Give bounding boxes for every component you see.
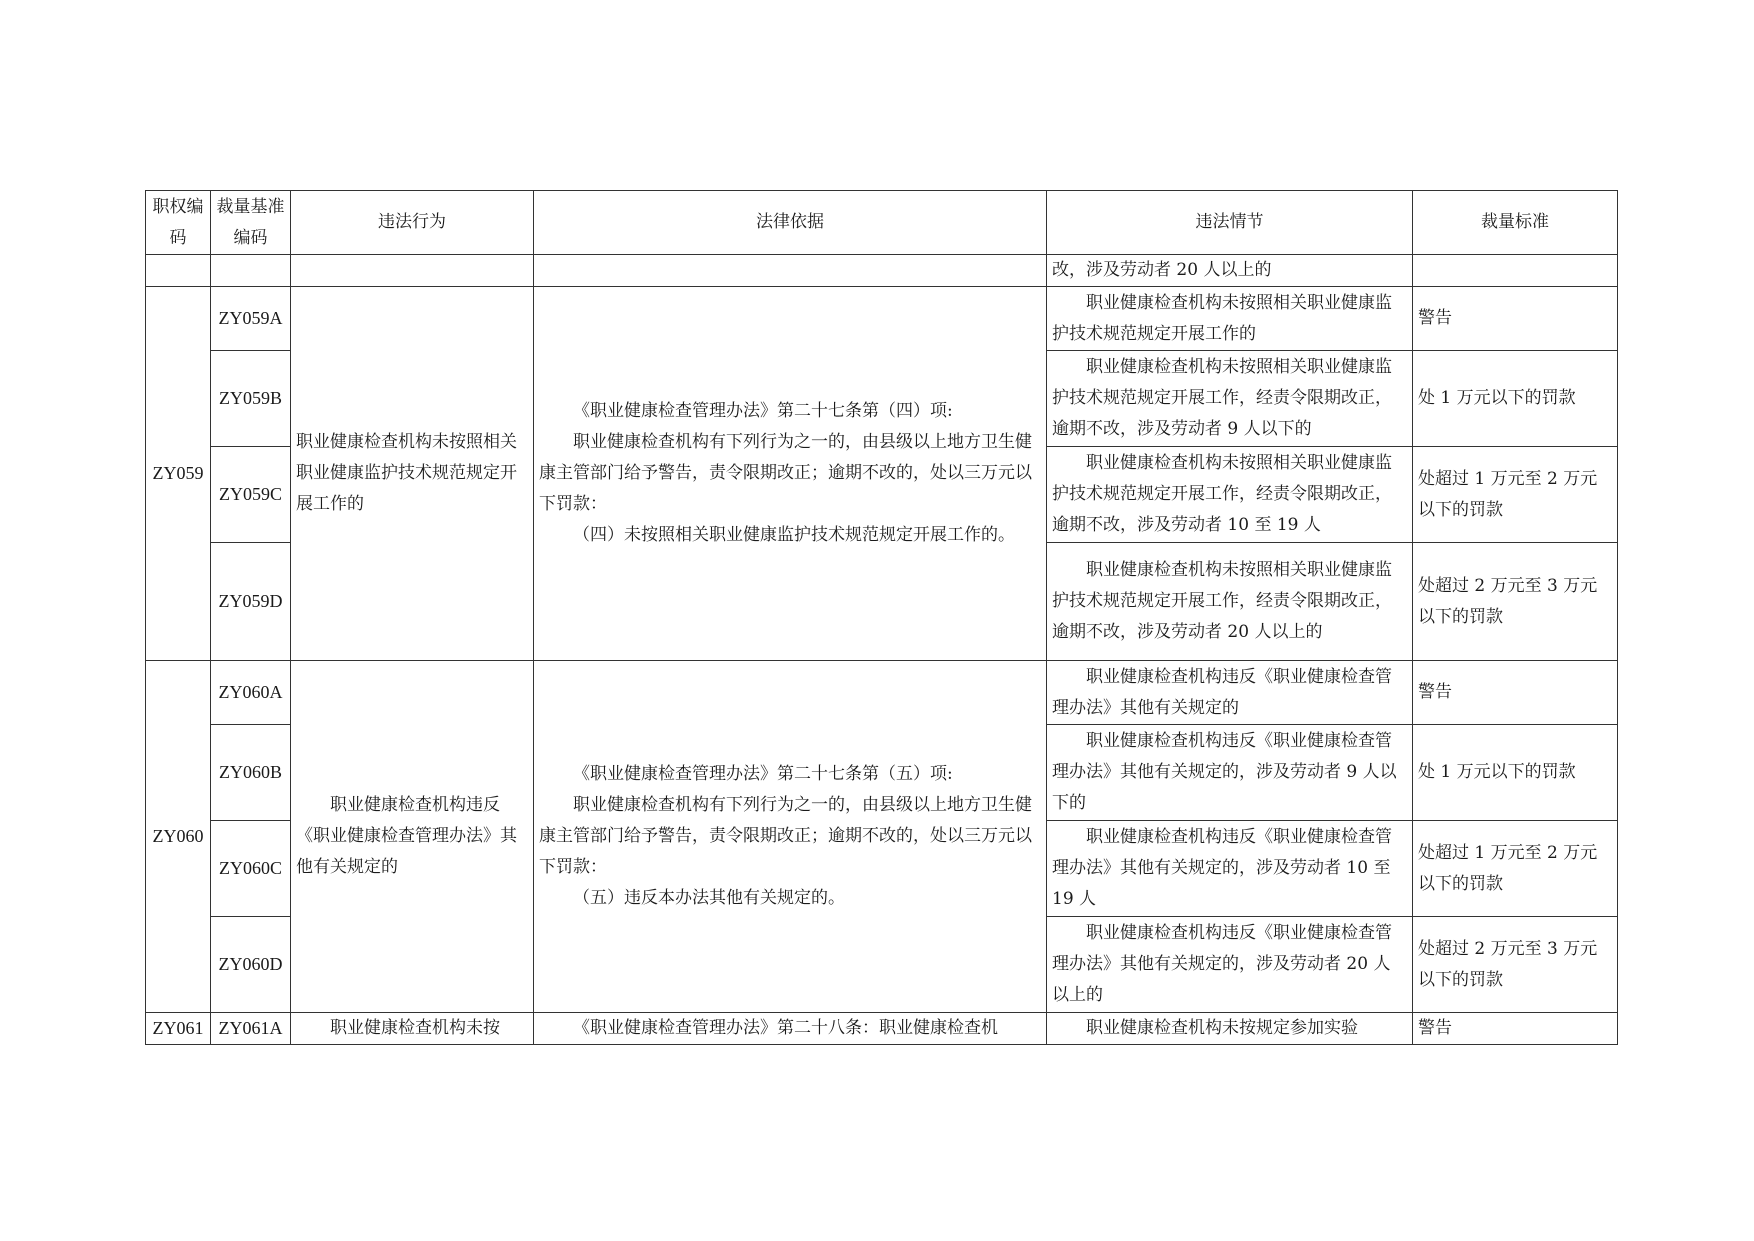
header-circumstances: 违法情节 [1047,191,1413,255]
benchmark-code-cell: ZY060B [211,725,291,821]
authority-code-cell: ZY061 [146,1013,211,1045]
circumstances-cell: 改，涉及劳动者 20 人以上的 [1047,255,1413,287]
benchmark-code-cell: ZY061A [211,1013,291,1045]
circumstances-cell: 职业健康检查机构违反《职业健康检查管理办法》其他有关规定的，涉及劳动者 10 至 19 人 [1047,821,1413,917]
legal-basis-item: （四）未按照相关职业健康监护技术规范规定开展工作的。 [573,525,1015,545]
benchmark-code-cell: ZY059A [211,287,291,351]
table-row [146,1013,1618,1045]
benchmark-code-cell: ZY060D [211,917,291,1013]
standard-cell: 处超过 1 万元至 2 万元以下的罚款 [1413,447,1618,543]
header-legal-basis: 法律依据 [534,191,1047,255]
circumstances-cell: 职业健康检查机构未按照相关职业健康监护技术规范规定开展工作，经责令限期改正，逾期不改，涉及劳动者 20 人以上的 [1047,543,1413,661]
header-benchmark-code: 裁量基准编码 [211,191,291,255]
violation-cell: 职业健康检查机构未按 [291,1013,534,1045]
legal-basis-cell: 《职业健康检查管理办法》第二十八条：职业健康检查机 [534,1013,1047,1045]
legal-basis-text: 职业健康检查机构有下列行为之一的，由县级以上地方卫生健康主管部门给予警告，责令限期改正；逾期不改的，处以三万元以下罚款： [539,432,1032,514]
standard-cell: 处 1 万元以下的罚款 [1413,351,1618,447]
circumstances-cell: 职业健康检查机构违反《职业健康检查管理办法》其他有关规定的 [1047,661,1413,725]
table-row [146,287,1618,351]
standard-cell: 处超过 1 万元至 2 万元以下的罚款 [1413,821,1618,917]
benchmark-code-cell: ZY060A [211,661,291,725]
circumstances-cell: 职业健康检查机构未按照相关职业健康监护技术规范规定开展工作的 [1047,287,1413,351]
benchmark-code-cell: ZY059B [211,351,291,447]
violation-cell: 职业健康检查机构未按照相关职业健康监护技术规范规定开展工作的 [291,287,534,661]
legal-basis-article: 《职业健康检查管理办法》第二十七条第（四）项: [573,401,953,421]
circumstances-cell: 职业健康检查机构未按照相关职业健康监护技术规范规定开展工作，经责令限期改正，逾期不改，涉及劳动者 9 人以下的 [1047,351,1413,447]
legal-basis-cell [534,287,1047,661]
authority-code-cell: ZY060 [146,661,211,1013]
circumstances-cell: 职业健康检查机构未按规定参加实验 [1047,1013,1413,1045]
header-violation: 违法行为 [291,191,534,255]
standard-cell: 处 1 万元以下的罚款 [1413,725,1618,821]
benchmark-code-cell: ZY060C [211,821,291,917]
circumstances-cell: 职业健康检查机构未按照相关职业健康监护技术规范规定开展工作，经责令限期改正，逾期不改，涉及劳动者 10 至 19 人 [1047,447,1413,543]
header-standard: 裁量标准 [1413,191,1618,255]
standard-cell: 处超过 2 万元至 3 万元以下的罚款 [1413,543,1618,661]
table-row-continued [146,255,1618,287]
header-row [146,191,1618,255]
legal-basis-article: 《职业健康检查管理办法》第二十七条第（五）项: [573,764,953,784]
standard-cell: 警告 [1413,287,1618,351]
circumstances-cell: 职业健康检查机构违反《职业健康检查管理办法》其他有关规定的，涉及劳动者 9 人以下的 [1047,725,1413,821]
standard-cell: 处超过 2 万元至 3 万元以下的罚款 [1413,917,1618,1013]
legal-basis-text: 职业健康检查机构有下列行为之一的，由县级以上地方卫生健康主管部门给予警告，责令限期改正；逾期不改的，处以三万元以下罚款： [539,795,1032,877]
legal-basis-item: （五）违反本办法其他有关规定的。 [573,888,845,908]
penalty-discretion-table [145,190,1618,1045]
benchmark-code-cell: ZY059C [211,447,291,543]
authority-code-cell: ZY059 [146,287,211,661]
legal-basis-cell [534,661,1047,1013]
standard-cell: 警告 [1413,661,1618,725]
benchmark-code-cell: ZY059D [211,543,291,661]
standard-cell: 警告 [1413,1013,1618,1045]
table-row [146,661,1618,725]
circumstances-cell: 职业健康检查机构违反《职业健康检查管理办法》其他有关规定的，涉及劳动者 20 人以上的 [1047,917,1413,1013]
header-authority-code: 职权编码 [146,191,211,255]
violation-cell: 职业健康检查机构违反《职业健康检查管理办法》其他有关规定的 [291,661,534,1013]
